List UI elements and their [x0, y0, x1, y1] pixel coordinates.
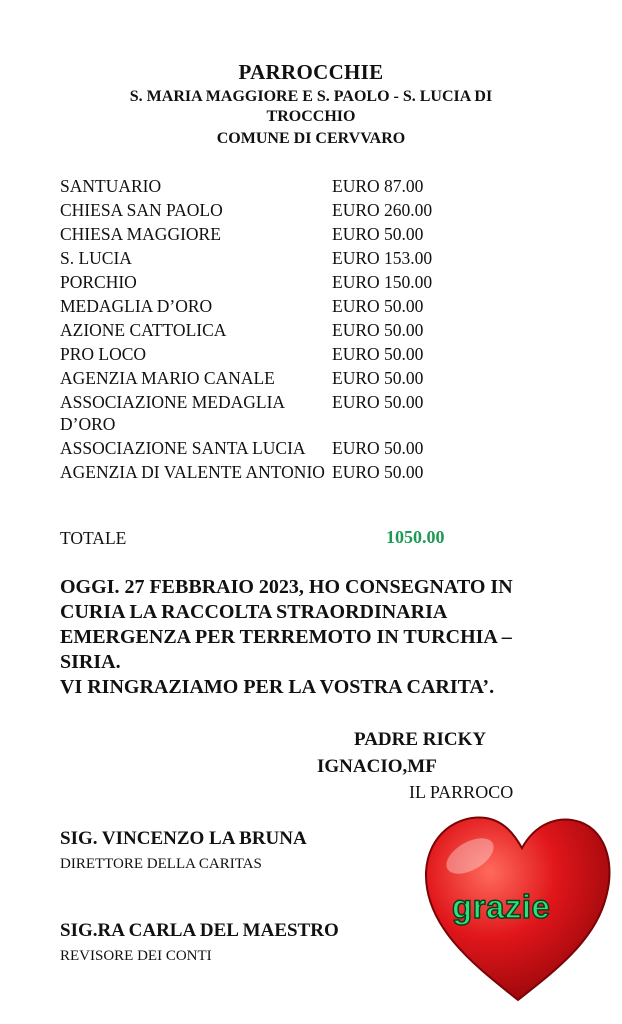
donor-name: SANTUARIO	[60, 176, 162, 196]
delivery-message	[60, 575, 600, 700]
list-item	[60, 199, 500, 221]
municipality: COMUNE DI CERVVARO	[216, 130, 406, 147]
donation-list	[60, 175, 500, 485]
donor-name: ASSOCIAZIONE SANTA LUCIA	[60, 438, 306, 458]
caritas-director-name: SIG. VINCENZO LA BRUNA	[60, 828, 307, 849]
donation-amount: EURO 50.00	[332, 392, 424, 412]
message-line: CURIA LA RACCOLTA STRAORDINARIA	[60, 601, 448, 623]
parish-names-continued: TROCCHIO	[266, 108, 356, 125]
list-item	[60, 343, 500, 365]
donor-name: ASSOCIAZIONE MEDAGLIA D’ORO	[60, 392, 285, 434]
total-label: TOTALE	[60, 528, 127, 548]
message-line: OGGI. 27 FEBBRAIO 2023, HO CONSEGNATO IN	[60, 576, 513, 598]
list-item	[60, 437, 500, 459]
caritas-director-role: DIRETTORE DELLA CARITAS	[60, 856, 262, 872]
list-item	[60, 391, 500, 435]
signatory-name: PADRE RICKY	[354, 729, 487, 750]
donor-name: PORCHIO	[60, 272, 137, 292]
donation-amount: EURO 50.00	[332, 344, 424, 364]
auditor-role: REVISORE DEI CONTI	[60, 948, 212, 964]
donor-name: MEDAGLIA D’ORO	[60, 296, 213, 316]
list-item	[60, 461, 500, 483]
donor-name: PRO LOCO	[60, 344, 147, 364]
donation-amount: EURO 50.00	[332, 296, 424, 316]
auditor-name: SIG.RA CARLA DEL MAESTRO	[60, 920, 339, 941]
signatory-name-continued: IGNACIO,MF	[317, 756, 437, 777]
message-line: EMERGENZA PER TERREMOTO IN TURCHIA –	[60, 626, 512, 648]
grazie-label: grazie	[452, 888, 551, 925]
donation-amount: EURO 260.00	[332, 200, 433, 220]
signatory-role: IL PARROCO	[409, 782, 514, 802]
donation-amount: EURO 50.00	[332, 320, 424, 340]
page-title: PARROCCHIE	[238, 60, 384, 84]
donation-amount: EURO 50.00	[332, 462, 424, 482]
list-item	[60, 223, 500, 245]
donor-name: AZIONE CATTOLICA	[60, 320, 227, 340]
message-line: SIRIA.	[60, 651, 121, 673]
list-item	[60, 175, 500, 197]
parish-names: S. MARIA MAGGIORE E S. PAOLO - S. LUCIA DI	[129, 88, 493, 105]
donor-name: CHIESA SAN PAOLO	[60, 200, 223, 220]
list-item	[60, 247, 500, 269]
total-value: 1050.00	[386, 527, 445, 547]
donation-amount: EURO 87.00	[332, 176, 424, 196]
donor-name: AGENZIA DI VALENTE ANTONIO	[60, 462, 325, 482]
donation-amount: EURO 50.00	[332, 224, 424, 244]
donation-amount: EURO 50.00	[332, 368, 424, 388]
message-line: VI RINGRAZIAMO PER LA VOSTRA CARITA’.	[60, 676, 495, 698]
donor-name: S. LUCIA	[60, 248, 132, 268]
donation-amount: EURO 50.00	[332, 438, 424, 458]
list-item	[60, 271, 500, 293]
list-item	[60, 295, 500, 317]
list-item	[60, 367, 500, 389]
list-item	[60, 319, 500, 341]
donation-amount: EURO 150.00	[332, 272, 433, 292]
donation-amount: EURO 153.00	[332, 248, 433, 268]
donor-name: AGENZIA MARIO CANALE	[60, 368, 275, 388]
donor-name: CHIESA MAGGIORE	[60, 224, 221, 244]
